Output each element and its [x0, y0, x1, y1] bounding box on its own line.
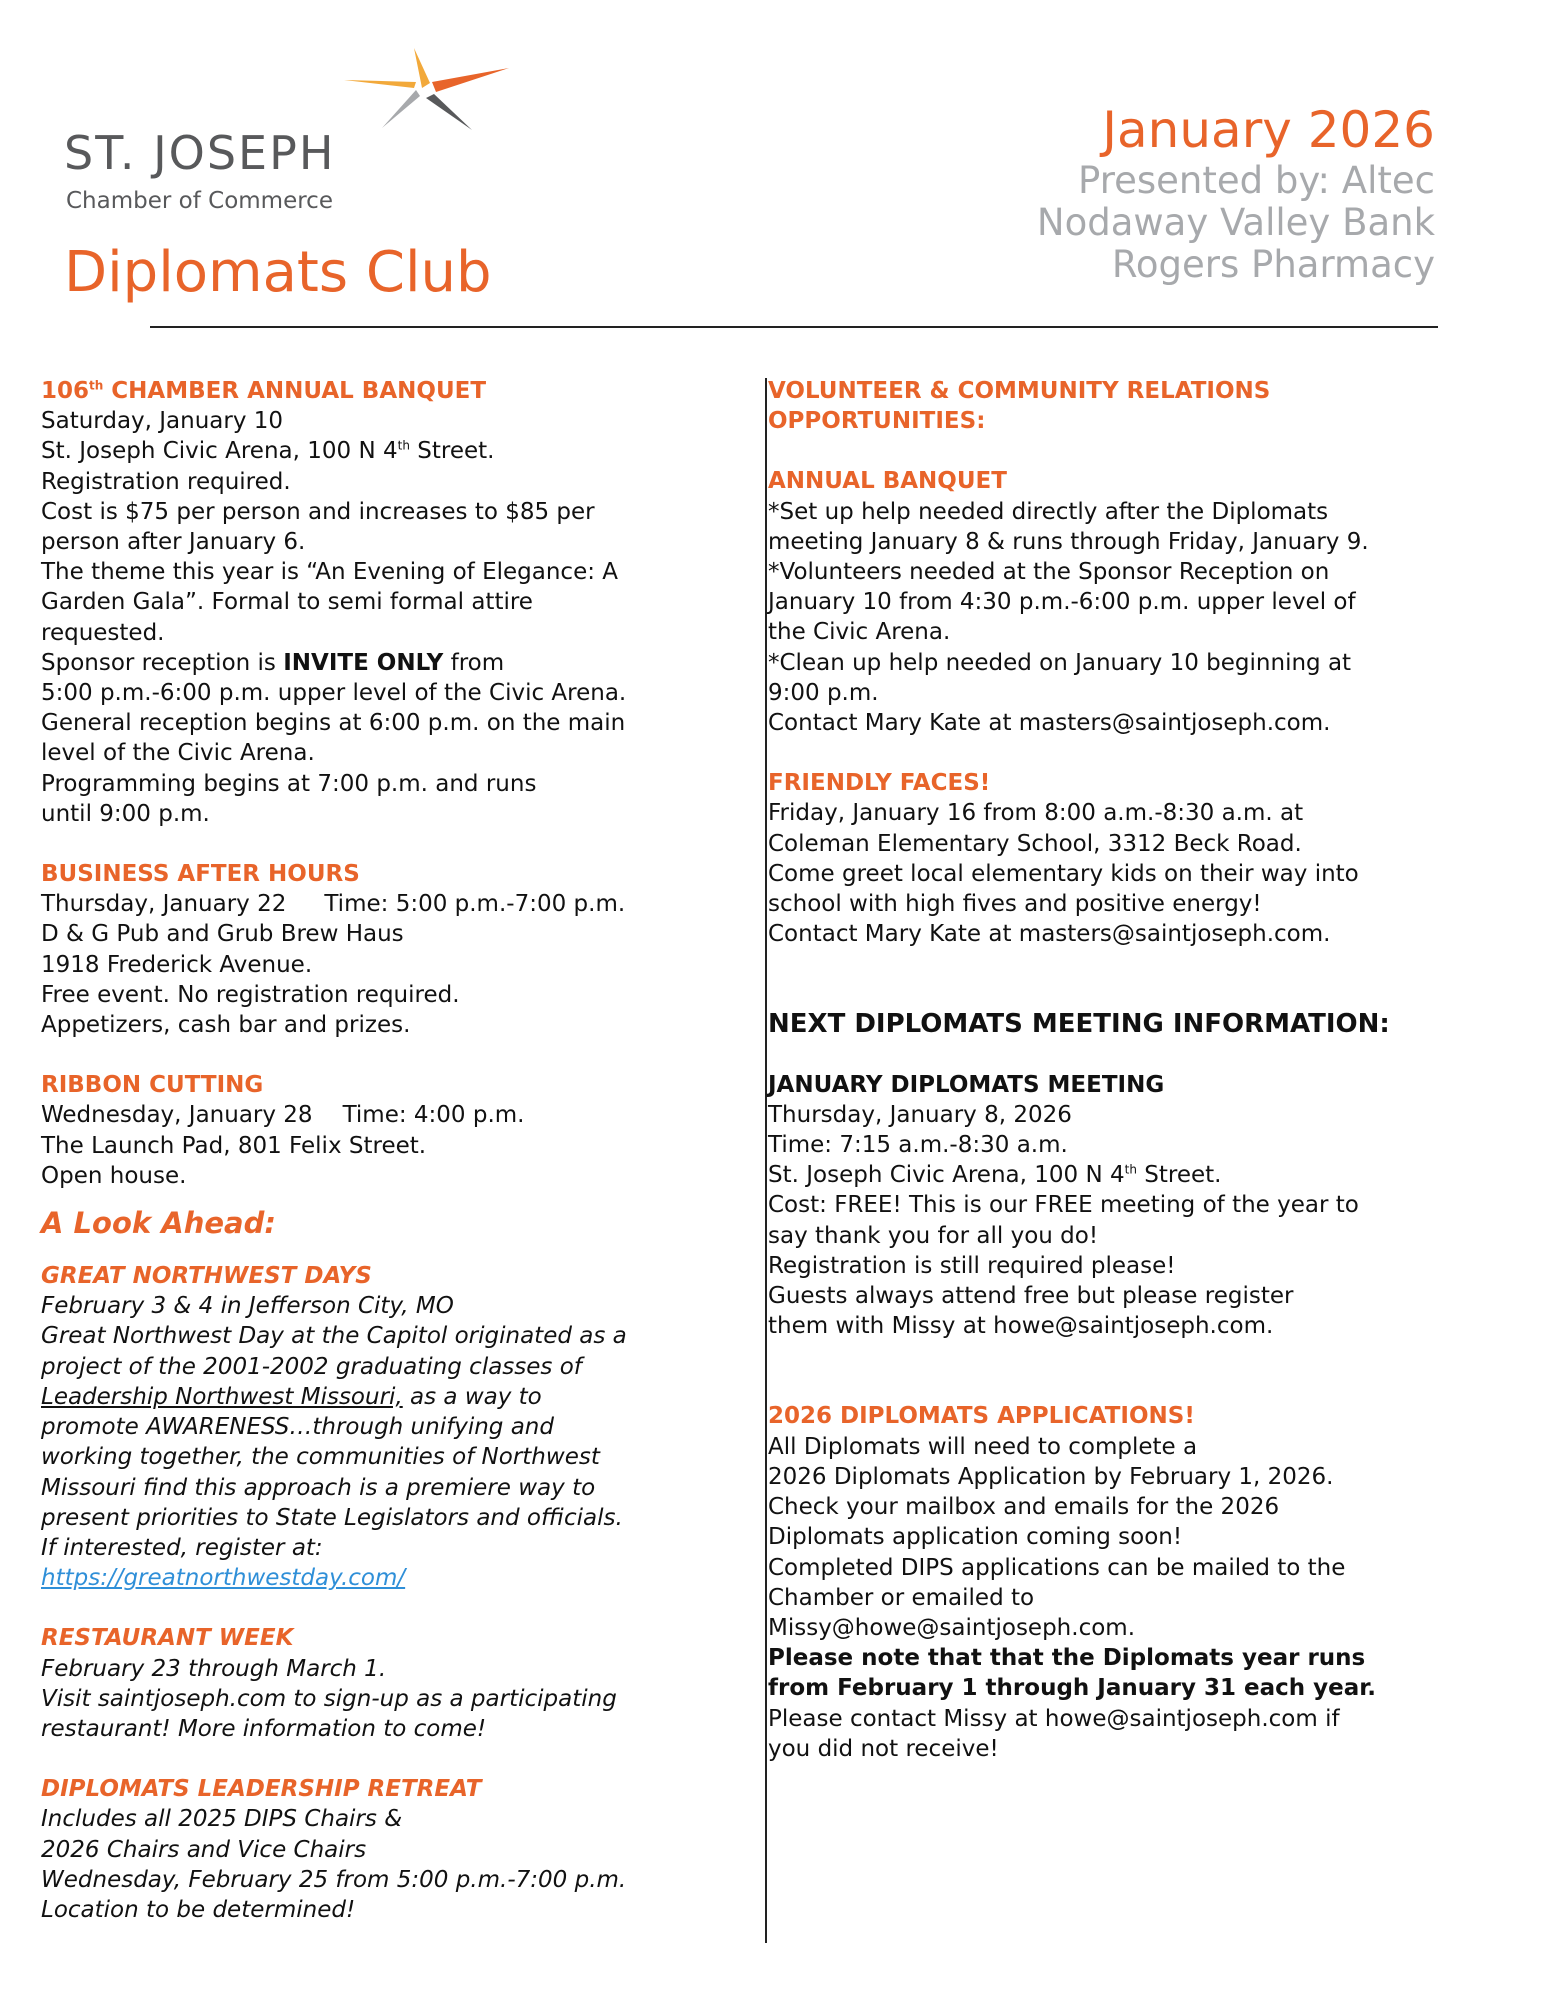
star-logo-icon	[304, 38, 514, 138]
right-column	[768, 376, 1458, 1764]
apps-line: Completed DIPS applications can be mailed to the	[768, 1554, 1346, 1581]
gnwd-line: Leadership Northwest Missouri, as a way to	[41, 1383, 542, 1410]
applications-title: 2026 DIPLOMATS APPLICATIONS!	[768, 1403, 1195, 1430]
volunteer-title: VOLUNTEER & COMMUNITY RELATIONS	[768, 378, 1271, 404]
column-divider	[765, 378, 767, 1943]
bah-venue: D & G Pub and Grub Brew Haus	[41, 921, 404, 948]
banquet-sponsor-2: 5:00 p.m.-6:00 p.m. upper level of the Civic Arena.	[41, 680, 627, 707]
bah-free: Free event. No registration required.	[41, 981, 460, 1008]
friendly-line: school with high fives and positive energy!	[768, 891, 1262, 918]
meeting-cost-2: say thank you for all you do!	[768, 1222, 1099, 1249]
restaurant-title: RESTAURANT WEEK	[41, 1625, 294, 1652]
gnwd-register-link[interactable]: https://greatnorthwestday.com/	[41, 1565, 406, 1592]
banquet-general-2: level of the Civic Arena.	[41, 740, 315, 767]
leadership-link[interactable]: Leadership Northwest Missouri,	[41, 1383, 403, 1410]
apps-line: All Diplomats will need to complete a	[768, 1433, 1198, 1460]
header-divider	[150, 326, 1438, 328]
banquet-date: Saturday, January 10	[41, 408, 284, 435]
apps-line: Please contact Missy at howe@saintjoseph.com if	[768, 1705, 1340, 1732]
annual-contact: Contact Mary Kate at masters@saintjoseph.com.	[768, 710, 1331, 737]
club-title: Diplomats Club	[64, 240, 492, 305]
retreat-line: Includes all 2025 DIPS Chairs &	[41, 1806, 403, 1833]
apps-note-2: from February 1 through January 31 each year.	[768, 1675, 1377, 1702]
ribbon-open: Open house.	[41, 1162, 187, 1189]
ribbon-date-time: Wednesday, January 28 Time: 4:00 p.m.	[41, 1102, 525, 1129]
apps-line: 2026 Diplomats Application by February 1, 2026.	[768, 1463, 1334, 1490]
presenter-line-3: Rogers Pharmacy	[1111, 243, 1435, 286]
friendly-line: Coleman Elementary School, 3312 Beck Road.	[768, 830, 1302, 857]
apps-line: you did not receive!	[768, 1735, 999, 1762]
retreat-line: Wednesday, February 25 from 5:00 p.m.-7:00 p.m.	[41, 1866, 627, 1893]
restaurant-line: Visit saintjoseph.com to sign-up as a participating	[41, 1685, 617, 1712]
gnwd-line: present priorities to State Legislators and officials.	[41, 1504, 623, 1531]
meeting-cost: Cost: FREE! This is our FREE meeting of the year to	[768, 1192, 1359, 1219]
annual-line: meeting January 8 & runs through Friday, January 9.	[768, 528, 1369, 555]
friendly-contact: Contact Mary Kate at masters@saintjoseph.com.	[768, 921, 1331, 948]
retreat-title: DIPLOMATS LEADERSHIP RETREAT	[41, 1776, 482, 1803]
banquet-theme: The theme this year is “An Evening of Elegance: A	[41, 559, 619, 586]
gnwd-title: GREAT NORTHWEST DAYS	[41, 1263, 372, 1290]
restaurant-date: February 23 through March 1.	[41, 1655, 387, 1682]
gnwd-line: project of the 2001-2002 graduating classes of	[41, 1353, 582, 1380]
banquet-theme-2: Garden Gala”. Formal to semi formal attire	[41, 589, 533, 616]
ribbon-title: RIBBON CUTTING	[41, 1072, 264, 1099]
gnwd-line: If interested, register at:	[41, 1534, 323, 1561]
bah-address: 1918 Frederick Avenue.	[41, 951, 313, 978]
friendly-line: Friday, January 16 from 8:00 a.m.-8:30 a.m. at	[768, 800, 1304, 827]
meeting-time: Time: 7:15 a.m.-8:30 a.m.	[768, 1132, 1068, 1159]
apps-line: Missy@howe@saintjoseph.com.	[768, 1614, 1136, 1641]
banquet-general: General reception begins at 6:00 p.m. on the main	[41, 710, 626, 737]
banquet-programming-2: until 9:00 p.m.	[41, 800, 210, 827]
retreat-line: Location to be determined!	[41, 1896, 356, 1923]
annual-line: *Set up help needed directly after the Diplomats	[768, 498, 1329, 525]
meeting-registration: Registration is still required please!	[768, 1252, 1176, 1279]
annual-line: *Clean up help needed on January 10 beginning at	[768, 649, 1352, 676]
presenter-line-2: Nodaway Valley Bank	[1036, 201, 1435, 244]
ribbon-venue: The Launch Pad, 801 Felix Street.	[41, 1132, 427, 1159]
bah-date-time: Thursday, January 22 Time: 5:00 p.m.-7:00 p.m.	[41, 891, 626, 918]
friendly-line: Come greet local elementary kids on their way into	[768, 860, 1359, 887]
retreat-line: 2026 Chairs and Vice Chairs	[41, 1836, 367, 1863]
logo-subtitle: Chamber of Commerce	[66, 188, 333, 214]
gnwd-line: Missouri find this approach is a premiere way to	[41, 1474, 596, 1501]
apps-line: Diplomats application coming soon!	[768, 1524, 1183, 1551]
gnwd-line: promote AWARENESS…through unifying and	[41, 1414, 554, 1441]
meeting-guests-2: them with Missy at howe@saintjoseph.com.	[768, 1313, 1274, 1340]
header-right	[915, 100, 1435, 286]
left-column	[41, 376, 751, 1925]
apps-note: Please note that that the Diplomats year runs	[768, 1645, 1366, 1672]
apps-line: Check your mailbox and emails for the 2026	[768, 1494, 1280, 1521]
logo-name: ST. JOSEPH	[64, 126, 336, 180]
annual-line: the Civic Arena.	[768, 619, 951, 646]
restaurant-line: restaurant! More information to come!	[41, 1715, 487, 1742]
friendly-faces-title: FRIENDLY FACES!	[768, 770, 991, 797]
banquet-title: 106th CHAMBER ANNUAL BANQUET	[41, 378, 487, 404]
banquet-cost-2: person after January 6.	[41, 529, 306, 556]
apps-line: Chamber or emailed to	[768, 1584, 1035, 1611]
banquet-venue: St. Joseph Civic Arena, 100 N 4th Street.	[41, 438, 495, 465]
meeting-title: JANUARY DIPLOMATS MEETING	[768, 1071, 1165, 1098]
issue-month: January 2026	[1102, 101, 1435, 159]
annual-line: 9:00 p.m.	[768, 679, 879, 706]
gnwd-line: Great Northwest Day at the Capitol originated as a	[41, 1323, 627, 1350]
chamber-logo	[64, 38, 484, 228]
next-meeting-heading: NEXT DIPLOMATS MEETING INFORMATION:	[768, 1009, 1390, 1040]
meeting-guests: Guests always attend free but please register	[768, 1283, 1294, 1310]
banquet-theme-3: requested.	[41, 619, 165, 646]
banquet-sponsor: Sponsor reception is INVITE ONLY from	[41, 649, 505, 676]
banquet-cost: Cost is $75 per person and increases to $85 per	[41, 498, 595, 525]
meeting-venue: St. Joseph Civic Arena, 100 N 4th Street.	[768, 1162, 1222, 1189]
banquet-programming: Programming begins at 7:00 p.m. and runs	[41, 770, 537, 797]
banquet-registration: Registration required.	[41, 468, 291, 495]
bah-appetizers: Appetizers, cash bar and prizes.	[41, 1012, 411, 1039]
annual-banquet-title: ANNUAL BANQUET	[768, 468, 1007, 495]
annual-line: *Volunteers needed at the Sponsor Reception on	[768, 559, 1330, 586]
volunteer-title-2: OPPORTUNITIES:	[768, 408, 986, 435]
gnwd-line: working together, the communities of Northwest	[41, 1444, 600, 1471]
gnwd-date: February 3 & 4 in Jefferson City, MO	[41, 1293, 454, 1320]
look-ahead-heading: A Look Ahead:	[41, 1206, 276, 1241]
presenter-line-1: Presented by: Altec	[1078, 159, 1435, 202]
annual-line: January 10 from 4:30 p.m.-6:00 p.m. upper level of	[768, 589, 1356, 616]
meeting-date: Thursday, January 8, 2026	[768, 1101, 1072, 1128]
bah-title: BUSINESS AFTER HOURS	[41, 861, 360, 888]
